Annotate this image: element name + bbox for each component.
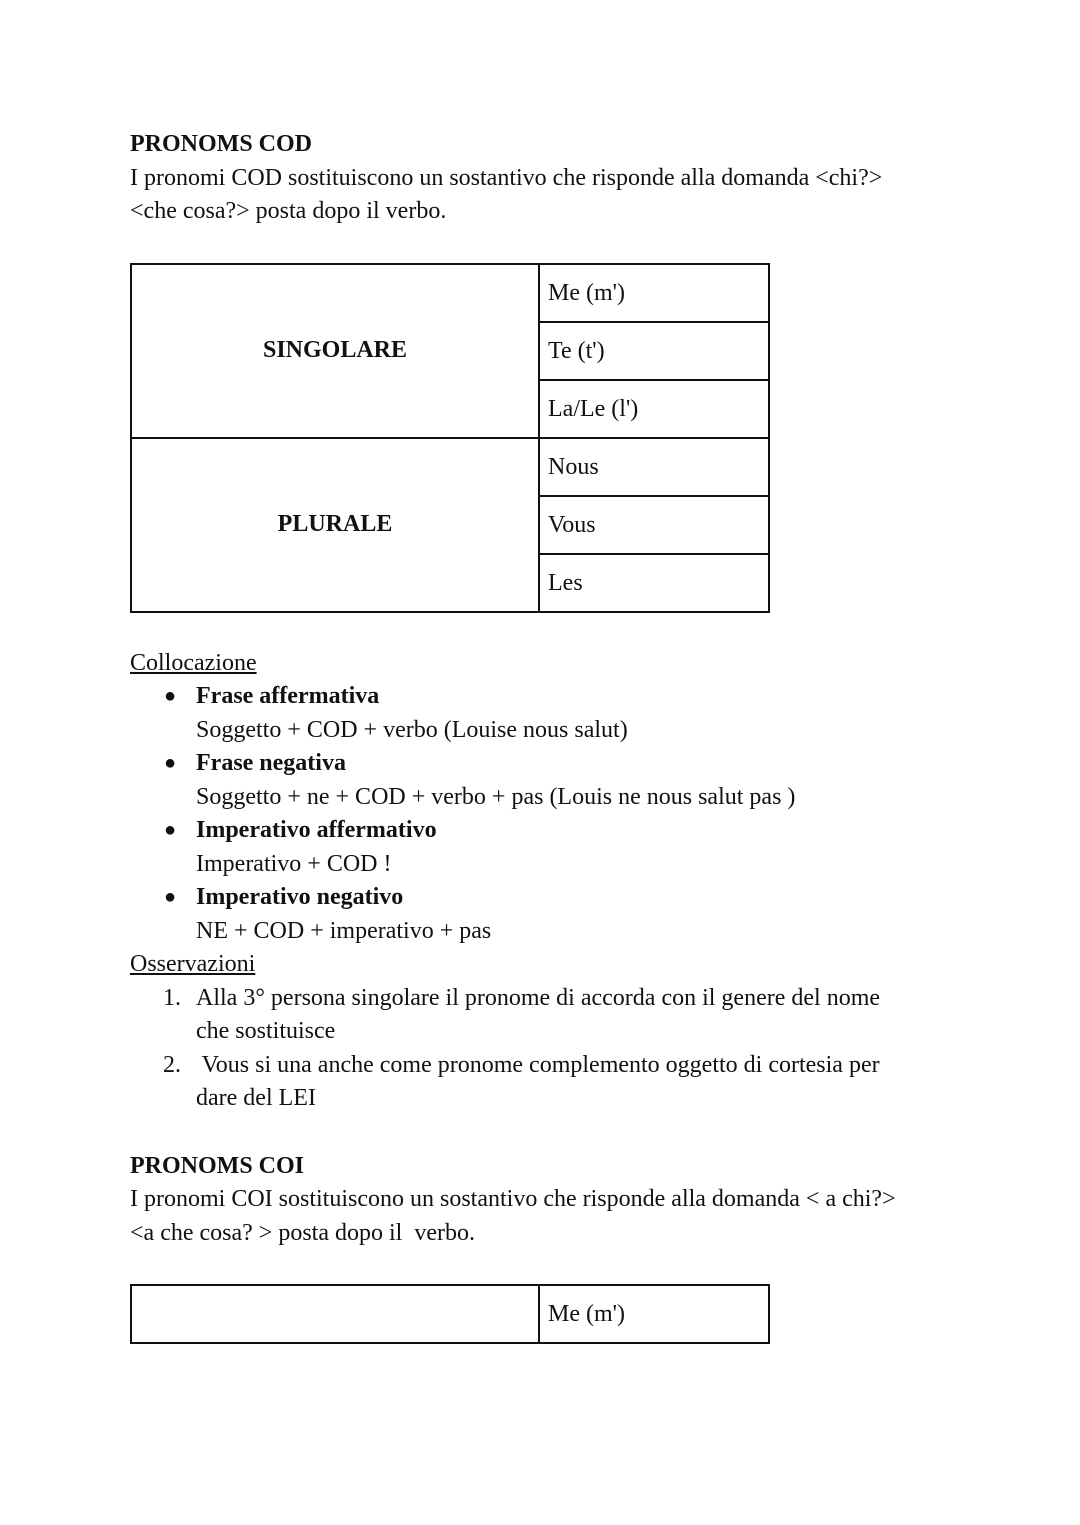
- placement-title: Frase affermativa: [196, 683, 380, 709]
- list-item: [130, 747, 960, 814]
- singular-label: SINGOLARE: [131, 264, 539, 438]
- coi-group-cell: [131, 1285, 539, 1343]
- singular-form-te: Te (t'): [539, 322, 769, 380]
- placement-list: [130, 680, 960, 948]
- plural-form-nous: Nous: [539, 438, 769, 496]
- bullet-icon: ●: [164, 685, 177, 707]
- bullet-icon: ●: [164, 886, 177, 908]
- list-item: [130, 881, 960, 948]
- coi-form-me: Me (m'): [539, 1285, 769, 1343]
- note-number: 2.: [163, 1051, 181, 1078]
- plural-form-vous: Vous: [539, 496, 769, 554]
- placement-text: Soggetto + ne + COD + verbo + pas (Louis ne nous salut pas ): [196, 783, 796, 810]
- coi-intro-line2: <a che cosa? > posta dopo il verbo.: [130, 1219, 475, 1246]
- list-item: [130, 814, 960, 881]
- plural-label: PLURALE: [131, 438, 539, 612]
- cod-intro-line2: <che cosa?> posta dopo il verbo.: [130, 198, 447, 224]
- singular-form-me: Me (m'): [539, 264, 769, 322]
- coi-heading: PRONOMS COI: [130, 1152, 304, 1179]
- document-page: [130, 128, 960, 1344]
- plural-form-les: Les: [539, 554, 769, 612]
- notes-list: [130, 982, 960, 1116]
- placement-text: NE + COD + imperativo + pas: [196, 917, 492, 944]
- note-line: Alla 3° persona singolare il pronome di accorda con il genere del nome: [196, 984, 881, 1011]
- list-item: [130, 680, 960, 747]
- list-item: [130, 982, 960, 1049]
- bullet-icon: ●: [164, 819, 177, 841]
- coi-pronoun-table: [130, 1284, 770, 1344]
- placement-title: Imperativo negativo: [196, 884, 404, 910]
- cod-intro-line1: I pronomi COD sostituiscono un sostantivo che risponde alla domanda <chi?>: [130, 164, 883, 191]
- singular-form-la-le: La/Le (l'): [539, 380, 769, 438]
- note-line: dare del LEI: [196, 1085, 316, 1111]
- note-line: Vous si una anche come pronome complemento oggetto di cortesia per: [196, 1051, 880, 1078]
- list-item: [130, 1049, 960, 1116]
- placement-text: Soggetto + COD + verbo (Louise nous salut): [196, 716, 628, 743]
- note-line: che sostituisce: [196, 1018, 336, 1044]
- placement-title: Frase negativa: [196, 750, 346, 776]
- note-number: 1.: [163, 984, 181, 1011]
- notes-label: Osservazioni: [130, 951, 256, 977]
- placement-text: Imperativo + COD !: [196, 850, 392, 877]
- cod-heading: PRONOMS COD: [130, 131, 312, 157]
- cod-pronoun-table: [130, 263, 770, 613]
- bullet-icon: ●: [164, 752, 177, 774]
- placement-label: Collocazione: [130, 649, 257, 676]
- placement-title: Imperativo affermativo: [196, 817, 437, 843]
- coi-intro-line1: I pronomi COI sostituiscono un sostantivo che risponde alla domanda < a chi?>: [130, 1186, 896, 1212]
